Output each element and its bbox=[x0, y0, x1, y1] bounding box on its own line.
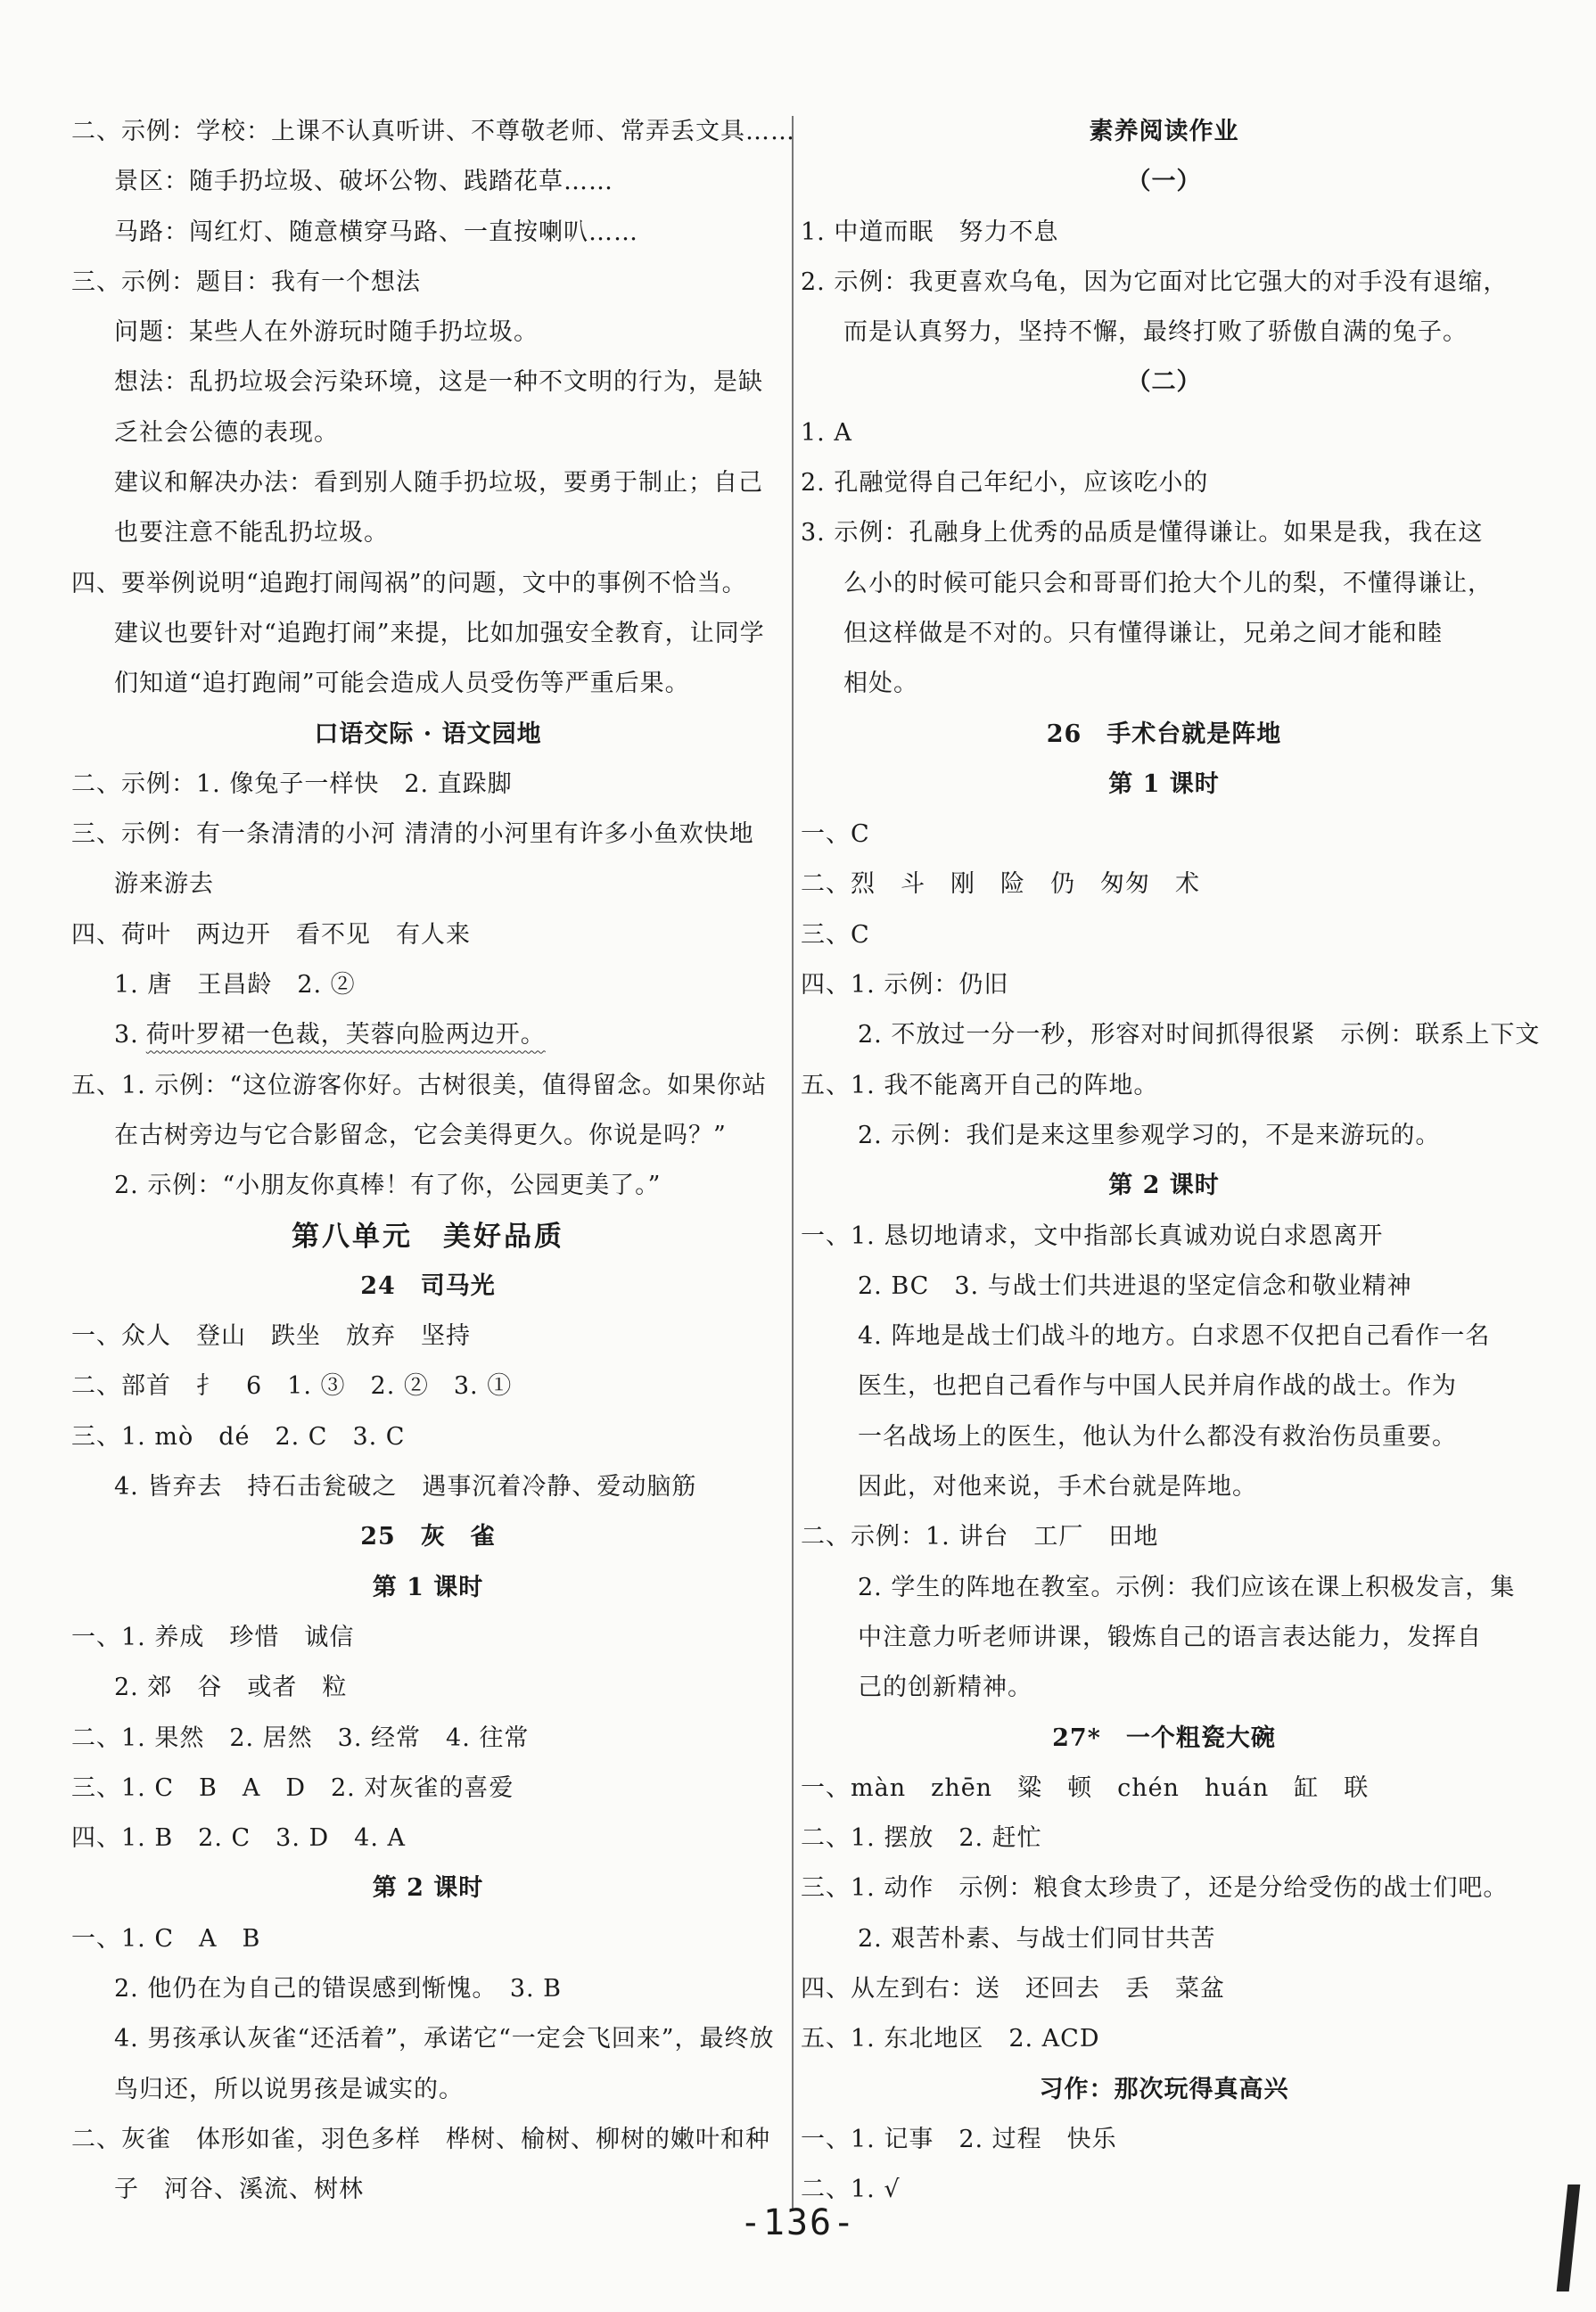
section-heading bbox=[71, 1864, 785, 1913]
section-heading bbox=[801, 2065, 1527, 2115]
line-text: 一、C bbox=[801, 820, 870, 849]
answer-line bbox=[71, 1663, 785, 1713]
answer-line bbox=[801, 1362, 1527, 1411]
line-text: 3. 示例：孔融身上优秀的品质是懂得谦让。如果是我，我在这 bbox=[801, 519, 1484, 547]
answer-line bbox=[801, 1764, 1527, 1814]
answer-line bbox=[801, 458, 1527, 508]
answer-line bbox=[71, 1462, 785, 1512]
line-text: 1. 中道而眠 努力不息 bbox=[801, 218, 1059, 246]
line-text: 一、众人 登山 跌坐 放弃 坚持 bbox=[71, 1322, 471, 1351]
answer-line bbox=[71, 2065, 785, 2115]
page-number: -136- bbox=[739, 2202, 857, 2243]
answer-line bbox=[71, 1764, 785, 1814]
section-heading bbox=[71, 1262, 785, 1312]
line-text: 3. bbox=[114, 1021, 139, 1049]
line-text: 27* 一个粗瓷大碗 bbox=[1052, 1724, 1276, 1752]
line-text: 口语交际 · 语文园地 bbox=[314, 720, 542, 748]
line-text: 医生，也把自己看作与中国人民并肩作战的战士。作为 bbox=[858, 1372, 1457, 1401]
line-text: 在古树旁边与它合影留念，它会美得更久。你说是吗？” bbox=[114, 1121, 727, 1149]
line-text: 中注意力听老师讲课，锻炼自己的语言表达能力，发挥自 bbox=[858, 1623, 1482, 1651]
line-text: 2. 他仍在为自己的错误感到惭愧。 3. B bbox=[114, 1974, 563, 2003]
line-text: 一名战场上的医生，他认为什么都没有救治伤员重要。 bbox=[858, 1422, 1457, 1451]
line-text: 2. 示例：我们是来这里参观学习的，不是来游玩的。 bbox=[858, 1121, 1441, 1149]
line-text: 五、1. 示例：“这位游客你好。古树很美，值得留念。如果你站 bbox=[71, 1071, 768, 1099]
answer-line bbox=[71, 107, 795, 157]
line-text: 2. BC 3. 与战士们共进退的坚定信念和敬业精神 bbox=[858, 1271, 1412, 1300]
answer-line bbox=[71, 1613, 785, 1663]
answer-line bbox=[71, 1964, 785, 2014]
answer-line bbox=[801, 1212, 1527, 1262]
answer-line bbox=[801, 258, 1527, 308]
left-column bbox=[71, 107, 795, 2215]
line-text: 二、示例：1. 讲台 工厂 田地 bbox=[801, 1523, 1159, 1551]
line-text: 第 1 课时 bbox=[372, 1573, 484, 1601]
line-text: 一、màn zhēn 粱 顿 chén huán 缸 联 bbox=[801, 1773, 1370, 1802]
line-text: 二、灰雀 体形如雀，羽色多样 桦树、榆树、柳树的嫩叶和种 bbox=[71, 2125, 770, 2153]
right-column bbox=[801, 107, 1541, 2215]
answer-line bbox=[71, 358, 785, 407]
line-text: 24 司马光 bbox=[360, 1271, 496, 1300]
line-text: 第 1 课时 bbox=[1108, 769, 1220, 798]
answer-line bbox=[801, 860, 1527, 909]
line-text: 二、1. 摆放 2. 赶忙 bbox=[801, 1824, 1042, 1853]
line-text: （一） bbox=[1126, 168, 1202, 196]
line-text: 2. 艰苦朴素、与战士们同甘共苦 bbox=[858, 1924, 1216, 1953]
answer-line bbox=[801, 810, 1527, 860]
section-heading bbox=[71, 1212, 785, 1262]
answer-line bbox=[71, 1362, 785, 1411]
answer-line bbox=[801, 960, 1527, 1010]
section-heading bbox=[801, 710, 1527, 760]
line-text: 二、部首 扌 6 1. ③ 2. ② 3. ① bbox=[71, 1372, 513, 1401]
line-text: 相处。 bbox=[843, 670, 918, 698]
answer-line bbox=[71, 609, 785, 659]
answer-line bbox=[71, 1010, 785, 1060]
line-text: 习作：那次玩得真高兴 bbox=[1039, 2075, 1289, 2103]
answer-line bbox=[71, 1814, 785, 1864]
column-divider bbox=[792, 116, 794, 2211]
line-text: 乏社会公德的表现。 bbox=[114, 418, 339, 447]
answer-line bbox=[801, 609, 1527, 659]
line-text: 2. 不放过一分一秒，形容对时间抓得很紧 示例：联系上下文 bbox=[858, 1021, 1541, 1049]
section-heading bbox=[71, 710, 785, 760]
line-text: 2. 孔融觉得自己年纪小，应该吃小的 bbox=[801, 469, 1209, 498]
line-text: 四、荷叶 两边开 看不见 有人来 bbox=[71, 920, 471, 949]
answer-line bbox=[801, 1864, 1527, 1913]
answer-line bbox=[801, 1613, 1527, 1663]
answer-line bbox=[801, 1262, 1527, 1312]
line-text: 25 灰 雀 bbox=[360, 1523, 496, 1551]
answer-line bbox=[71, 910, 785, 960]
line-text: 景区：随手扔垃圾、破坏公物、践踏花草…… bbox=[114, 168, 613, 196]
answer-line bbox=[801, 559, 1527, 609]
answer-line bbox=[801, 659, 1527, 709]
line-text: 游来游去 bbox=[114, 870, 214, 899]
line-text: 一、1. 记事 2. 过程 快乐 bbox=[801, 2125, 1117, 2153]
answer-line bbox=[71, 760, 785, 810]
line-text: 2. 示例：“小朋友你真棒！有了你，公园更美了。” bbox=[114, 1172, 662, 1200]
answer-line bbox=[71, 258, 785, 308]
line-text: 四、1. 示例：仍旧 bbox=[801, 971, 1009, 1000]
line-text: 建议也要针对“追跑打闹”来提，比如加强安全教育，让同学 bbox=[114, 619, 765, 647]
answer-line bbox=[71, 1161, 785, 1211]
wavy-underlined-text: 荷叶罗裙一色裁，芙蓉向脸两边开。 bbox=[145, 1021, 546, 1049]
line-text: 一、1. 养成 珍惜 诚信 bbox=[71, 1623, 355, 1651]
answer-line bbox=[801, 1563, 1527, 1613]
line-text: 想法：乱扔垃圾会污染环境，这是一种不文明的行为，是缺 bbox=[114, 368, 763, 397]
line-text: 五、1. 东北地区 2. ACD bbox=[801, 2025, 1100, 2053]
answer-line bbox=[71, 508, 785, 558]
line-text: 鸟归还，所以说男孩是诚实的。 bbox=[114, 2075, 464, 2103]
line-text: 一、1. 恳切地请求，文中指部长真诚劝说白求恩离开 bbox=[801, 1222, 1384, 1250]
answer-line bbox=[801, 408, 1527, 458]
section-heading bbox=[801, 157, 1527, 207]
section-heading bbox=[801, 1161, 1527, 1211]
answer-line bbox=[71, 208, 785, 258]
answer-line bbox=[71, 960, 785, 1010]
answer-line bbox=[801, 1111, 1527, 1161]
line-text: 第八单元 美好品质 bbox=[292, 1220, 564, 1253]
line-text: 三、1. C B A D 2. 对灰雀的喜爱 bbox=[71, 1773, 514, 1802]
line-text: 们知道“追打跑闹”可能会造成人员受伤等严重后果。 bbox=[114, 670, 690, 698]
answer-line bbox=[801, 2014, 1527, 2064]
line-text: 因此，对他来说，手术台就是阵地。 bbox=[858, 1473, 1257, 1502]
answer-line bbox=[71, 1914, 785, 1964]
answer-line bbox=[801, 1462, 1527, 1512]
line-text: （二） bbox=[1126, 368, 1202, 397]
line-text: 四、从左到右：送 还回去 丢 菜盆 bbox=[801, 1974, 1225, 2003]
answer-line bbox=[801, 1964, 1527, 2014]
section-heading bbox=[71, 1512, 785, 1562]
answer-line bbox=[801, 1512, 1527, 1562]
answer-line bbox=[801, 1914, 1527, 1964]
line-text: 第 2 课时 bbox=[372, 1874, 484, 1903]
line-text: 1. 唐 王昌龄 2. ② bbox=[114, 971, 356, 1000]
answer-line bbox=[801, 910, 1527, 960]
answer-line bbox=[801, 1010, 1541, 1060]
line-text: 2. 示例：我更喜欢乌龟，因为它面对比它强大的对手没有退缩， bbox=[801, 267, 1509, 296]
section-heading bbox=[71, 1563, 785, 1613]
answer-line bbox=[801, 1663, 1527, 1713]
line-text: 4. 皆弃去 持石击瓮破之 遇事沉着冷静、爱动脑筋 bbox=[114, 1473, 697, 1502]
line-text: 第 2 课时 bbox=[1108, 1172, 1220, 1200]
answer-line bbox=[801, 1412, 1527, 1462]
answer-line bbox=[801, 208, 1527, 258]
line-text: 二、烈 斗 刚 险 仍 匆匆 术 bbox=[801, 870, 1200, 899]
answer-line bbox=[71, 659, 785, 709]
answer-line bbox=[71, 1312, 785, 1362]
line-text: 二、1. √ bbox=[801, 2176, 901, 2204]
line-text: 4. 阵地是战士们战斗的地方。白求恩不仅把自己看作一名 bbox=[858, 1322, 1491, 1351]
line-text: 五、1. 我不能离开自己的阵地。 bbox=[801, 1071, 1159, 1099]
line-text: 子 河谷、溪流、树林 bbox=[114, 2176, 364, 2204]
line-text: 1. A bbox=[801, 418, 852, 447]
answer-line bbox=[801, 308, 1527, 358]
answer-line bbox=[71, 2115, 785, 2165]
answer-line bbox=[71, 308, 785, 358]
answer-line bbox=[71, 860, 785, 909]
line-text: 问题：某些人在外游玩时随手扔垃圾。 bbox=[114, 318, 539, 347]
line-text: 一、1. C A B bbox=[71, 1924, 261, 1953]
answer-line bbox=[71, 1412, 785, 1462]
answer-line bbox=[71, 408, 785, 458]
line-text: 二、1. 果然 2. 居然 3. 经常 4. 往常 bbox=[71, 1724, 530, 1752]
section-heading bbox=[801, 358, 1527, 407]
line-text: 而是认真努力，坚持不懈，最终打败了骄傲自满的兔子。 bbox=[843, 318, 1468, 347]
line-text: 素养阅读作业 bbox=[1089, 118, 1239, 145]
answer-line bbox=[801, 508, 1527, 558]
line-text: 三、示例：题目：我有一个想法 bbox=[71, 267, 421, 296]
line-text: 但这样做是不对的。只有懂得谦让，兄弟之间才能和睦 bbox=[843, 619, 1443, 647]
line-text: 4. 男孩承认灰雀“还活着”，承诺它“一定会飞回来”，最终放 bbox=[114, 2025, 775, 2053]
line-text: 三、1. mò dé 2. C 3. C bbox=[71, 1422, 406, 1451]
line-text: 也要注意不能乱扔垃圾。 bbox=[114, 519, 389, 547]
line-text: 建议和解决办法：看到别人随手扔垃圾，要勇于制止；自己 bbox=[114, 469, 763, 498]
line-text: 马路：闯红灯、随意横穿马路、一直按喇叭…… bbox=[114, 218, 638, 246]
answer-line bbox=[801, 2115, 1527, 2165]
section-heading bbox=[801, 760, 1527, 810]
line-text: 四、1. B 2. C 3. D 4. A bbox=[71, 1824, 407, 1853]
line-text: 2. 学生的阵地在教室。示例：我们应该在课上积极发言，集 bbox=[858, 1573, 1516, 1601]
answer-line bbox=[801, 1814, 1527, 1864]
line-text: 三、示例：有一条清清的小河 清清的小河里有许多小鱼欢快地 bbox=[71, 820, 754, 849]
answer-line bbox=[71, 1714, 785, 1764]
section-heading bbox=[801, 107, 1527, 157]
answer-line bbox=[801, 1061, 1527, 1111]
line-text: 三、C bbox=[801, 920, 870, 949]
line-text: 己的创新精神。 bbox=[858, 1674, 1032, 1702]
answer-line bbox=[71, 559, 785, 609]
answer-line bbox=[801, 1312, 1527, 1362]
line-text: 三、1. 动作 示例：粮食太珍贵了，还是分给受伤的战士们吧。 bbox=[801, 1874, 1509, 1903]
line-text: 二、示例：1. 像兔子一样快 2. 直跺脚 bbox=[71, 769, 513, 798]
line-text: 四、要举例说明“追跑打闹闯祸”的问题，文中的事例不恰当。 bbox=[71, 569, 747, 597]
line-text: 2. 郊 谷 或者 粒 bbox=[114, 1674, 348, 1702]
answer-line bbox=[71, 458, 785, 508]
answer-line bbox=[71, 157, 785, 207]
line-text: 26 手术台就是阵地 bbox=[1046, 720, 1282, 748]
line-text: 么小的时候可能只会和哥哥们抢大个儿的梨，不懂得谦让， bbox=[843, 569, 1493, 597]
section-heading bbox=[801, 1714, 1527, 1764]
answer-line bbox=[71, 1061, 785, 1111]
answer-line bbox=[71, 810, 785, 860]
answer-line bbox=[71, 1111, 785, 1161]
line-text: 二、示例：学校：上课不认真听讲、不尊敬老师、常弄丢文具…… bbox=[71, 118, 795, 145]
answer-line bbox=[71, 2014, 785, 2064]
